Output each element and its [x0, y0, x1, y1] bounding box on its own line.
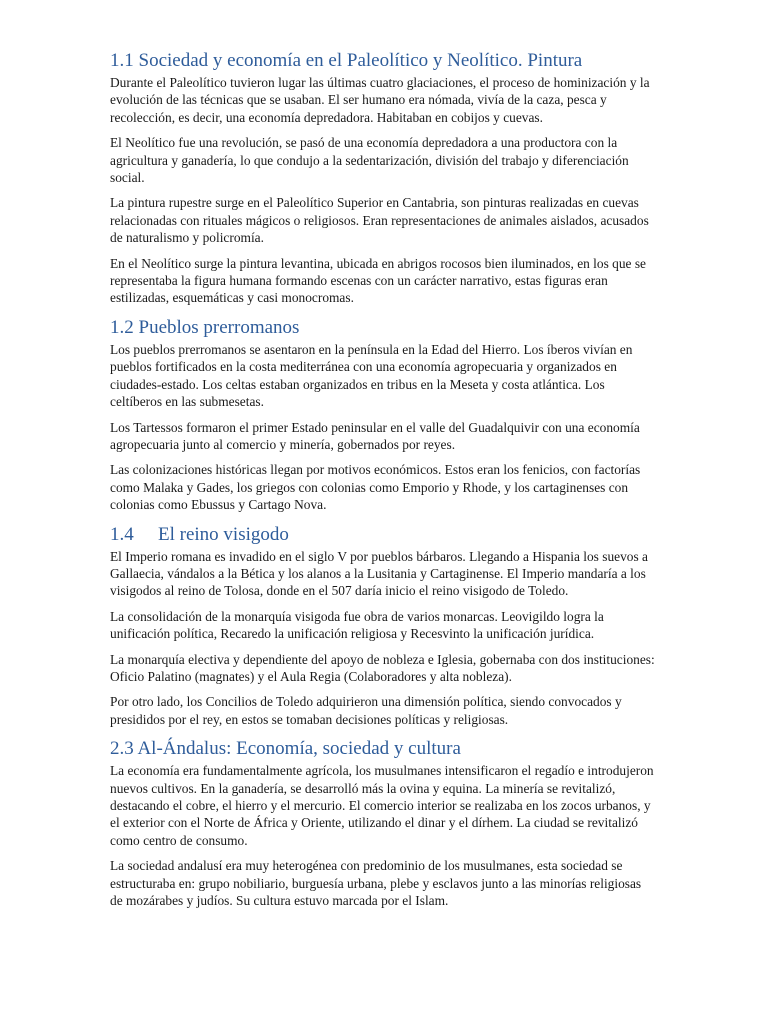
- section-heading: [110, 315, 655, 341]
- document-page: [110, 48, 655, 917]
- section-al-andalus: [110, 736, 655, 909]
- paragraph: Los pueblos prerromanos se asentaron en la península en la Edad del Hierro. Los íberos vivían en pueblos fortificados en la costa mediterránea con una economía agropecuaria y organizados en ciudades-estado. Los celtas estaban organizados en tribus en la Meseta y costa atlántica. Los celtíberos en las submesetas.: [110, 341, 633, 410]
- paragraph: La sociedad andalusí era muy heterogénea con predominio de los musulmanes, esta sociedad se estructuraba en: grupo nobiliario, burguesía urbana, plebe y esclavos junto a las minorías religiosas de mozárabes y judíos. Su cultura estuvo marcada por el Islam.: [110, 858, 642, 909]
- section-pueblos-prerromanos: [110, 315, 655, 514]
- paragraph: Por otro lado, los Concilios de Toledo adquirieron una dimensión política, siendo convocados y presididos por el rey, en estos se tomaban decisiones políticas y religiosas.: [110, 694, 622, 727]
- paragraph: La monarquía electiva y dependiente del apoyo de nobleza e Iglesia, gobernaba con dos instituciones: Oficio Palatino (magnates) y el Aula Regia (Colaboradores y alta nobleza).: [110, 651, 655, 684]
- paragraph: Los Tartessos formaron el primer Estado peninsular en el valle del Guadalquivir con una economía agropecuaria junto al comercio y minería, gobernados por reyes.: [110, 419, 640, 452]
- paragraph: El Neolítico fue una revolución, se pasó de una economía depredadora a una productora con la agricultura y ganadería, lo que condujo a la sedentarización, división del trabajo y diferenciación social.: [110, 135, 629, 186]
- section-title: Al-Ándalus: Economía, sociedad y cultura: [137, 738, 461, 760]
- paragraph: La pintura rupestre surge en el Paleolítico Superior en Cantabria, son pinturas realizadas en cuevas relacionadas con rituales mágicos o religiosos. Eran representaciones de animales aislados, acusados de naturalismo y policromía.: [110, 195, 649, 246]
- paragraph: La consolidación de la monarquía visigoda fue obra de varios monarcas. Leovigildo logra la unificación política, Recaredo la unificación religiosa y Recesvinto la unificación jurídica.: [110, 608, 604, 642]
- paragraph: Durante el Paleolítico tuvieron lugar las últimas cuatro glaciaciones, el proceso de hominización y la evolución de las técnicas que se usaban. El ser humano era nómada, vivía de la caza, pesca y recolección, es decir, una economía depredadora. Habitaban en cobijos y cuevas.: [110, 75, 650, 125]
- section-number: 2.3: [110, 738, 134, 760]
- section-reino-visigodo: [110, 522, 655, 729]
- section-heading: [110, 522, 655, 548]
- paragraph: El Imperio romana es invadido en el siglo V por pueblos bárbaros. Llegando a Hispania los suevos a Gallaecia, vándalos a la Bética y los alanos a la Lusitania y Cartaginense. El Imperio mandaría a los visigodos al reino de Tolosa, donde en el 507 daría inicio el reino visigodo de Toledo.: [110, 548, 648, 599]
- paragraph: Las colonizaciones históricas llegan por motivos económicos. Estos eran los fenicios, con factorías como Malaka y Gades, los griegos con colonias como Emporio y Rhode, y los cartaginenses con colonias como Ebussus y Cartago Nova.: [110, 462, 641, 513]
- section-number: 1.1: [110, 50, 134, 71]
- section-paleolitico-neolitico: [110, 48, 655, 307]
- paragraph: En el Neolítico surge la pintura levantina, ubicada en abrigos rocosos bien iluminados, en los que se representaba la figura humana formando escenas con un carácter narrativo, estas figuras eran estilizadas, esquemáticas y casi monocromas.: [110, 255, 646, 306]
- section-heading: [110, 48, 655, 74]
- section-heading: [110, 736, 655, 762]
- paragraph: La economía era fundamentalmente agrícola, los musulmanes intensificaron el regadío e introdujeron nuevos cultivos. En la ganadería, se desarrolló más la ovina y equina. La minería se revitalizó, destacando el cobre, el hierro y el mercurio. El comercio interior se realizaba en los zocos urbanos, y el exterior con el Norte de África y Oriente, utilizando el dinar y el dírhem. La ciudad se revitalizó como centro de consumo.: [110, 763, 654, 848]
- section-title: El reino visigodo: [158, 523, 289, 545]
- section-number: 1.2: [110, 316, 134, 338]
- section-title: Pueblos prerromanos: [138, 316, 300, 338]
- section-title: Sociedad y economía en el Paleolítico y Neolítico. Pintura: [138, 50, 583, 71]
- section-number: 1.4: [110, 523, 134, 545]
